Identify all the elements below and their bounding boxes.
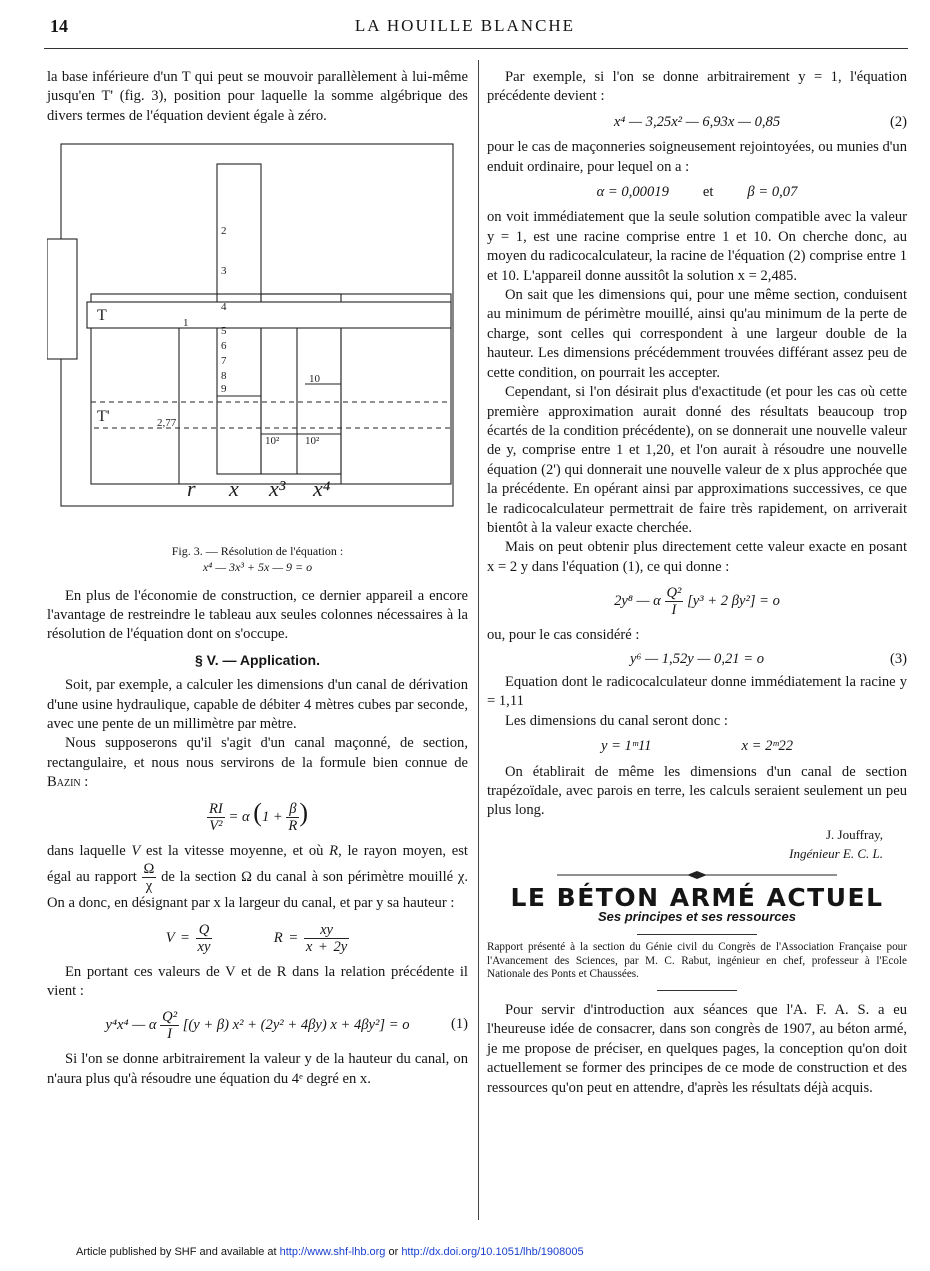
article-subtitle: Ses principes et ses ressources <box>597 909 796 925</box>
label-T-prime: T' <box>97 408 110 426</box>
equation-1: y⁴x⁴ — α $\frac{\text{Q²}}{I}$ [(y + β) x² + (2y² + 4βy) x + 4βy²] = o (1) <box>105 1009 468 1043</box>
signature-title: Ingénieur E. C. L. <box>789 846 883 862</box>
ornament-divider <box>487 868 907 882</box>
scale-1: 1 <box>183 317 189 330</box>
scale-10: 10 <box>309 373 320 386</box>
scale-6: 6 <box>221 340 227 353</box>
paragraph-apparatus: En plus de l'économie de construction, ce dernier appareil a encore l'avantage de restreindre le tableau aux seules colonnes nécessaires à la résolution de l'équation dont on s'occupe. <box>47 587 468 643</box>
paragraph-pour-servir: Pour servir d'introduction aux séances que l'A. F. A. S. a eu l'heureuse idée de consacrer, dans son congrès de 1907, au béton armé, je me propose de préciser, en quelques pages, la conception qu'on doit actuellement se former des principes de ce mode de construction et des ressources qu'on peut en attendre, d'après les résultats déjà acquis. <box>487 1001 907 1096</box>
equation-1-number: (1) <box>450 1016 468 1033</box>
article-title: LE BÉTON ARMÉ ACTUEL <box>510 882 884 912</box>
paragraph-on-etablirait: On établirait de même les dimensions d'un canal de section trapézoïdale, avec parois en terre, les calculs seraient seulement un peu plus long. <box>487 763 907 819</box>
paragraph-on-sait: On sait que les dimensions qui, pour une même section, conduisent au minimum de périmètre mouillé, ainsi qu'au minimum de la perte de charge, sont celles qui correspondent à une largeur double de la hauteur. Les dimensions précédemment trouvées différant assez peu de cette condition, on pourrait les accepter. <box>487 287 907 381</box>
paragraph-equation-dont: Equation dont le radicocalculateur donne immédiatement la racine y = 1,11 <box>487 673 907 710</box>
col-label-x4: x⁴ <box>313 476 331 502</box>
subtitle-rule <box>637 934 757 935</box>
equation-3: y⁶ — 1,52y — 0,21 = o (3) <box>487 650 907 669</box>
paragraph-intro: la base inférieure d'un T qui peut se mouvoir parallèlement à lui-même jusqu'en T' (fig. 3), position pour laquelle la somme algébrique des divers termes de l'équation devient égale à zéro. <box>47 69 468 124</box>
figure-caption: Fig. 3. — Résolution de l'équation : x⁴ — 3x³ + 5x — 9 = o <box>171 543 344 574</box>
paragraph-bazin: Nous supposerons qu'il s'agit d'un canal maçonné, de section, rectangulaire, et nous nous servirons de la formule bien connue de Bazin : <box>47 735 468 791</box>
col-label-x: x <box>229 476 239 502</box>
column-divider <box>478 60 479 1220</box>
note-rule <box>657 990 737 991</box>
col-label-r: r <box>187 476 196 502</box>
author-bazin: Bazin <box>47 774 81 791</box>
right-column <box>487 68 907 1098</box>
paragraph-laquelle: dans laquelle V est la vitesse moyenne, et où R, le rayon moyen, est égal au rapport $\frac{\Omega}{\chi}$ de la section Ω du canal à son périmètre mouillé χ. On a donc, en désignant par x la largeur du canal, et par y sa hauteur : <box>47 842 468 912</box>
page-number: 14 <box>50 16 68 36</box>
scale-8: 8 <box>221 370 227 383</box>
paragraph-portant: En portant ces valeurs de V et de R dans la relation précédente il vient : <box>47 963 468 999</box>
scale-3: 3 <box>221 265 227 278</box>
paragraph-maconneries: pour le cas de maçonneries soigneusement rejointoyées, ou munies d'un enduit ordinaire, pour lequel on a : <box>487 139 907 175</box>
link-shf[interactable]: http://www.shf-lhb.org <box>279 1246 386 1258</box>
equation-3a: 2y⁸ — α $\frac{\text{Q²}}{I}$ [y³ + 2 βy²] = o <box>614 585 780 619</box>
equation-3-number: (3) <box>889 650 907 667</box>
scale-10sq-a: 10² <box>265 435 280 448</box>
signature-name: J. Jouffray, <box>825 826 883 842</box>
label-T: T <box>97 307 107 325</box>
paragraph-par-exemple: Par exemple, si l'on se donne arbitrairement y = 1, l'équation précédente devient : <box>487 69 907 105</box>
section-title: § V. — Application. <box>195 651 320 668</box>
page-header <box>0 16 930 40</box>
scale-7: 7 <box>221 355 227 368</box>
rapport-note: Rapport présenté à la section du Génie civil du Congrès de l'Association Française pour l'Avancement des Sciences, par M. C. Rabut, ingénieur en chef, professeur à l'Ecole Nationale des Ponts et Chaussées. <box>487 941 907 981</box>
equation-2: x⁴ — 3,25x² — 6,93x — 0,85 (2) <box>487 113 907 132</box>
left-column <box>47 68 468 1089</box>
paragraph-cependant: Cependant, si l'on désirait plus d'exactitude (et pour les cas où cette première approximation aurait donné des résultats beaucoup trop écartés de la condition précédente), on se donnerait une nouvelle valeur de y, comprise entre 1 et 1,20, et l'on aurait à résoudre une nouvelle équation (2') qui donnerait une nouvelle valeur de x plus approchée que la précédente. En opérant ainsi par approximations successives, ce que le radicocalculateur permettrait de faire très rapidement, on arriverait bientôt à la valeur exacte cherchée. <box>487 384 907 536</box>
paragraph-ou: ou, pour le cas considéré : <box>487 627 640 644</box>
paragraph-example: Soit, par exemple, a calculer les dimensions d'un canal de dérivation d'une usine hydraulique, capable de débiter 4 mètres cubes par seconde, avec une pente de un millimètre par mètre. <box>47 677 468 733</box>
equation-2-number: (2) <box>889 113 907 130</box>
paragraph-si: Si l'on se donne arbitrairement la valeur y de la hauteur du canal, on n'aura plus qu'à résoudre une équation du 4ᵉ degré en x. <box>47 1051 468 1087</box>
footer-citation: Article published by SHF and available at http://www.shf-lhb.org or http://dx.doi.org/10.1051/lhb/1908005 <box>76 1246 584 1258</box>
scale-10sq-b: 10² <box>305 435 320 448</box>
paragraph-mais: Mais on peut obtenir plus directement cette valeur exacte en posant x = 2 y dans l'équation (1), ce qui donne : <box>487 539 907 575</box>
equation-alpha-beta: α = 0,00019 et β = 0,07 <box>596 184 798 201</box>
figure-3-diagram <box>47 134 468 544</box>
equation-V-R: V = $\frac{Q}{xy}$ R = $\frac{xy}{x + 2y}$ <box>165 921 348 955</box>
figure-3 <box>47 134 468 574</box>
scale-2-77: 2,77 <box>157 417 177 430</box>
equation-bazin: $\frac{RI}{\text{V²}}$ = α (1 + $\frac{\beta}{R}$ ) <box>209 797 308 834</box>
scale-9: 9 <box>221 383 227 396</box>
scale-5: 5 <box>221 325 227 338</box>
paragraph-dimensions: Les dimensions du canal seront donc : <box>505 712 728 729</box>
scale-4: 4 <box>221 301 227 314</box>
paragraph-on-voit: on voit immédiatement que la seule solution compatible avec la valeur y = 1, est une racine comprise entre 1 et 10. On cherche donc, au moyen du radicocalculateur, la racine de l'équation (2) comprise entre 1 et 10. L'appareil donne aussitôt la solution x = 2,485. <box>487 209 907 284</box>
scale-2: 2 <box>221 225 227 238</box>
equation-dimensions: y = 1ᵐ11 x = 2ᵐ22 <box>600 738 794 755</box>
journal-title: LA HOUILLE BLANCHE <box>354 16 576 35</box>
link-doi[interactable]: http://dx.doi.org/10.1051/lhb/1908005 <box>401 1246 584 1258</box>
col-label-x3: x³ <box>269 476 286 502</box>
header-rule <box>44 48 908 49</box>
